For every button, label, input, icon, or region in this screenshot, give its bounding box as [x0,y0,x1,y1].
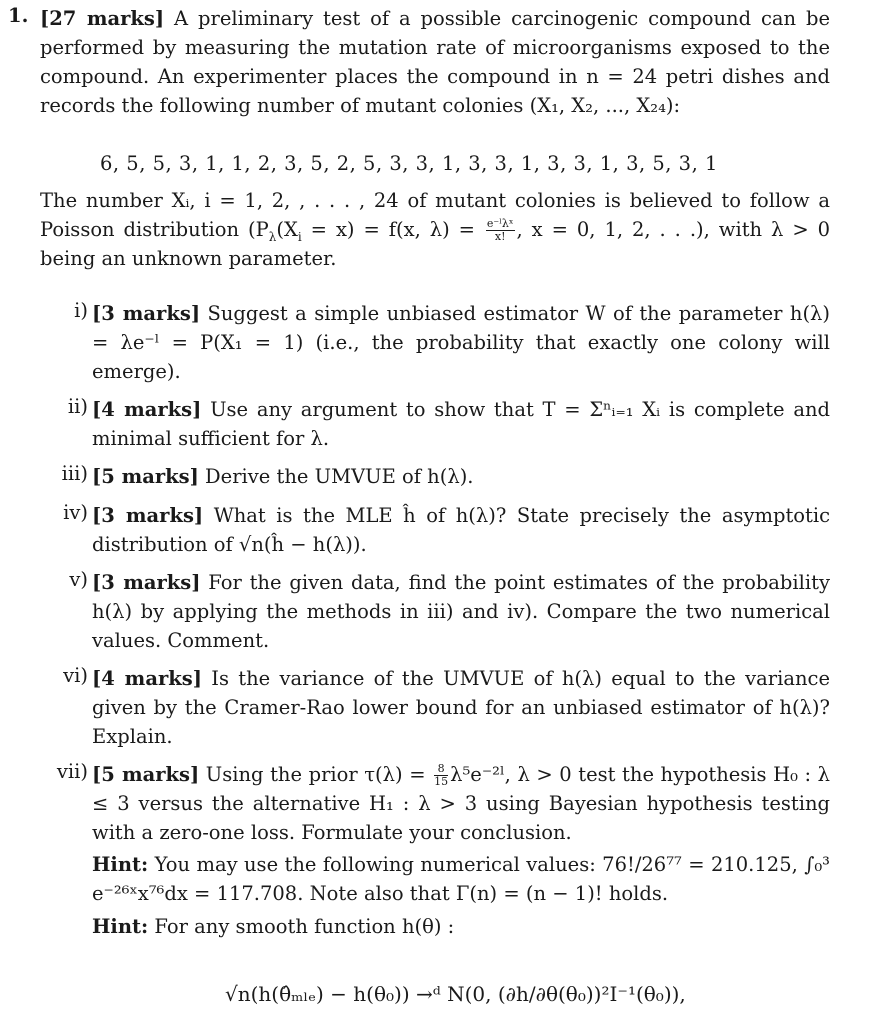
part-label: i) [74,299,88,322]
data-values: 6, 5, 5, 3, 1, 1, 2, 3, 5, 2, 5, 3, 3, 1, 3, 3, 1, 3, 3, 1, 3, 5, 3, 1 [100,152,718,175]
question-marks: [27 marks] [40,7,165,30]
part-text: Suggest a simple unbiased estimator W of the parameter h(λ) = λe⁻ˡ = P(X₁ = 1) (i.e., the probability that exactly one colony will emerge). [92,302,831,383]
hint-1 [92,850,830,908]
part-body [92,395,830,453]
part-marks: [4 marks] [92,398,202,421]
part-label: ii) [67,395,88,418]
part-label: v) [69,568,88,591]
part-marks: [4 marks] [92,667,202,690]
part-text-after: λ⁵e⁻²ˡ, λ > 0 test the hypothesis H₀ : λ ≤ 3 versus the alternative H₁ : λ > 3 using Bayesian hypothesis testing with a zero-one loss. Formulate your conclusion. [92,763,831,844]
hint-label: Hint: [92,853,149,876]
part-body [92,462,830,491]
intro-text: A preliminary test of a possible carcinogenic compound can be performed by measuring the mutation rate of microorganisms exposed to the compound. An experimenter places the compound in n = 24 petri dishes and records the following number of mutant colonies (X₁, X₂, ..., X₂₄): [40,7,830,117]
part-text: Is the variance of the UMVUE of h(λ) equal to the variance given by the Cramer-Rao lower bound for an unbiased estimator of h(λ)? Explain. [92,667,830,748]
question-intro [40,4,830,120]
question-number: 1. [8,4,29,27]
part-marks: [5 marks] [92,763,200,786]
prior-fraction [434,763,448,788]
part-body [92,501,830,559]
part-marks: [3 marks] [92,504,204,527]
part-text: What is the MLE ĥ of h(λ)? State precisely the asymptotic distribution of √n(ĥ − h(λ)). [92,504,831,556]
hint-2-text: For any smooth function h(θ) : [154,915,455,938]
part-marks: [3 marks] [92,302,201,325]
part-label: vi) [63,664,88,687]
part-body [92,568,830,655]
hint-2 [92,912,830,941]
poisson-text-1: The number Xᵢ, i = 1, 2, , . . . , 24 of mutant colonies is believed to follow a Poisson distribution (P [40,189,830,241]
part-label: vii) [56,760,88,783]
pmf-numerator: e⁻ˡλˣ [486,217,514,230]
delta-method-formula: √n(h(θ̂ₘₗₑ) − h(θ₀)) →ᵈ N(0, (∂h/∂θ(θ₀))²I⁻¹(θ₀)), [225,982,686,1006]
poisson-paragraph: The number Xᵢ, i = 1, 2, , . . . , 24 of mutant colonies is believed to follow a Poisson distribution ($P_\lambda(X_i = x) = f(x$, λ) = $\frac{\text{e⁻ˡλˣ}}{x!}$ , x = 0, 1, 2, . . .), with λ > 0 being an unknown parameter. [40,189,831,270]
part-text: Use any argument to show that T = Σⁿᵢ₌₁ Xᵢ is complete and minimal sufficient for λ. [92,398,830,450]
prior-numerator: 8 [434,763,448,776]
part-text-before: Using the prior τ(λ) = [205,763,426,786]
part-marks: [5 marks] [92,465,199,488]
part-body [92,299,830,386]
part-text: For the given data, find the point estimates of the probability h(λ) by applying the methods in iii) and iv). Compare the two numerical values. Comment. [92,571,830,652]
part-label: iv) [63,501,88,524]
part-label: iii) [61,462,88,485]
part-body [92,760,830,941]
part-body [92,664,830,751]
hint-1-text: You may use the following numerical values: 76!/26⁷⁷ = 210.125, ∫₀³ e⁻²⁶ˣx⁷⁶dx = 117.708. Note also that Γ(n) = (n − 1)! holds. [92,853,830,905]
part-marks: [3 marks] [92,571,201,594]
part-text: Derive the UMVUE of h(λ). [205,465,474,488]
hint-label: Hint: [92,915,149,938]
pmf-denominator: x! [494,230,506,243]
poisson-text-2: , x = 0, 1, 2, . . .), with λ > 0 being an unknown parameter. [40,218,831,270]
prior-denominator: 15 [434,775,449,788]
pmf-fraction [486,218,515,243]
